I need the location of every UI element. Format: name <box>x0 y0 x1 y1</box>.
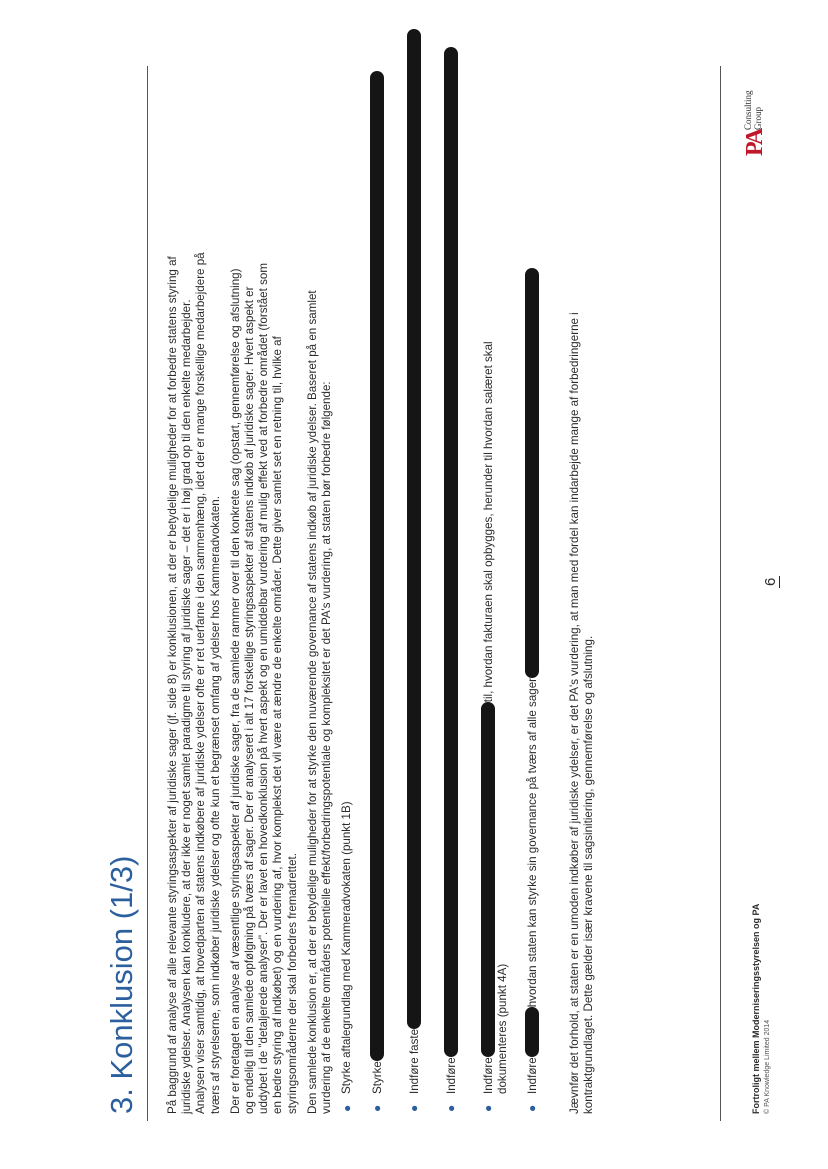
text-line: og endelig til den samlede opfølgning på tværs af sager. Der er analyseret i alt 17 forskellige styringsaspekter af statens indkøb af juridiske sager. Hvert aspekt er <box>243 286 257 1114</box>
list-item-text: Indføre faste <box>408 1028 422 1094</box>
body-text <box>166 49 603 1114</box>
list-item-text: Styrke <box>371 1061 385 1094</box>
text-line: styringsområderne der skal forbedres fremadrettet. <box>285 853 299 1114</box>
bullet-icon: ● <box>370 1104 385 1112</box>
footer <box>751 904 773 1114</box>
logo-word: Consulting <box>743 90 753 130</box>
list-item-text: dokumenteres (punkt 4A) <box>496 963 510 1094</box>
list-item <box>481 49 525 1114</box>
list-item-text: Styrke aftalegrundlag med Kammeradvokaten (punkt 1B) <box>340 801 354 1094</box>
list-item-text: Indføre <box>526 1057 540 1094</box>
logo-word: Group <box>753 107 763 130</box>
closing-paragraph <box>568 49 596 1114</box>
text-line: kontraktgrundlaget. Dette gælder især kravene til sagsinitiering, gennemførelse og afslutning. <box>582 635 596 1114</box>
text-line: Den samlede konklusion er, at der er betydelige muligheder for at styrke den nuværende governance af statens indkøb af juridiske ydelser. Baseret på en samlet <box>305 290 319 1114</box>
redaction-bar <box>370 71 384 1061</box>
bullet-icon: ● <box>407 1104 422 1112</box>
list-item-text: hvordan staten kan styrke sin governance på tværs af alle sager <box>526 677 540 1008</box>
list-item-text: til, hvordan fakturaen skal opbygges, herunder til hvordan salæret skal <box>482 341 496 703</box>
list-item <box>340 49 370 1114</box>
bullet-icon: ● <box>444 1104 459 1112</box>
bullet-icon: ● <box>340 1104 355 1112</box>
text-line: juridiske ydelser. Analysen kan konkludere, at der ikke er noget samlet paradigme til styring af juridiske sager – det er i høj grad op til den enkelte medarbejder. <box>180 299 194 1114</box>
bullet-icon: ● <box>525 1104 540 1112</box>
redaction-bar <box>481 702 495 1057</box>
list-item <box>525 49 562 1114</box>
text-line: Analysen viser samtidig, at hovedparten af statens indkøbere af juridiske ydelser ofte er ret uerfarne i den sammenhæng, idet der er mange forskellige medarbejdere på <box>194 252 208 1114</box>
bullet-icon: ● <box>481 1104 496 1112</box>
logo-wordmark <box>743 90 763 130</box>
logo-mark: PA <box>742 129 768 156</box>
redaction-bar <box>525 268 539 678</box>
list-item <box>407 49 444 1114</box>
list-item <box>370 49 407 1114</box>
text-line: tværs af styrelserne, som indkøber juridiske ydelser og ofte kun et begrænset omfang af ydelser hos Kammeradvokaten. <box>208 496 222 1114</box>
text-line: en bedre styring af indkøbet) og en vurdering af, hvor komplekst det vil være at ændre de enkelte områder. Dette giver samlet set en retning til, hvilke af <box>271 336 285 1114</box>
list-item-text: Indføre <box>445 1057 459 1094</box>
text-line: vurdering af de enkelte områders potentielle effekt/forbedringspotentiale og kompleksitet er det PA's vurdering, at staten bør forbedre følgende: <box>320 381 334 1114</box>
text-line: På baggrund af analyse af alle relevante styringsaspekter af juridiske sager (jf. side 8) er konklusionen, at der er betydelige muligheder for at forbedre statens styring af <box>166 256 179 1114</box>
redaction-bar <box>407 29 421 1029</box>
list-item <box>444 49 481 1114</box>
paragraph-3 <box>306 49 334 1114</box>
redaction-bar <box>444 47 458 1057</box>
title-divider <box>147 66 148 1121</box>
paragraph-2 <box>229 49 300 1114</box>
list-item-text: Indføre <box>482 1057 496 1094</box>
footer-divider <box>720 66 721 1121</box>
text-line: Der er foretaget en analyse af væsentlige styringsaspekter af juridiske sager, fra de samlede rammer over til den konkrete sag (opstart, gennemførelse og afslutning) <box>228 268 242 1114</box>
redaction-bar <box>525 1007 539 1057</box>
text-line: Jævnfør det forhold, at staten er en umoden indkøber af juridiske ydelser, er det PA's vurdering, at man med fordel kan indarbejde mange af forbedringerne i <box>568 312 582 1114</box>
footer-copyright: © PA Knowledge Limited 2014 <box>764 1019 771 1114</box>
text-line: uddybet i de "detaljerede analyser". Der er lavet en hovedkonklusion på hvert aspekt og en umiddelbar vurdering af mulig effekt ved at forbedre området (forstået som <box>257 263 271 1114</box>
page-title: 3. Konklusion (1/3) <box>104 855 139 1114</box>
pa-logo <box>742 90 770 156</box>
paragraph-1 <box>166 49 223 1114</box>
recommendation-list <box>340 49 562 1114</box>
footer-confidential: Fortroligt mellem Moderniseringsstyrelsen og PA <box>751 903 761 1114</box>
page-number: 6 <box>762 577 779 586</box>
